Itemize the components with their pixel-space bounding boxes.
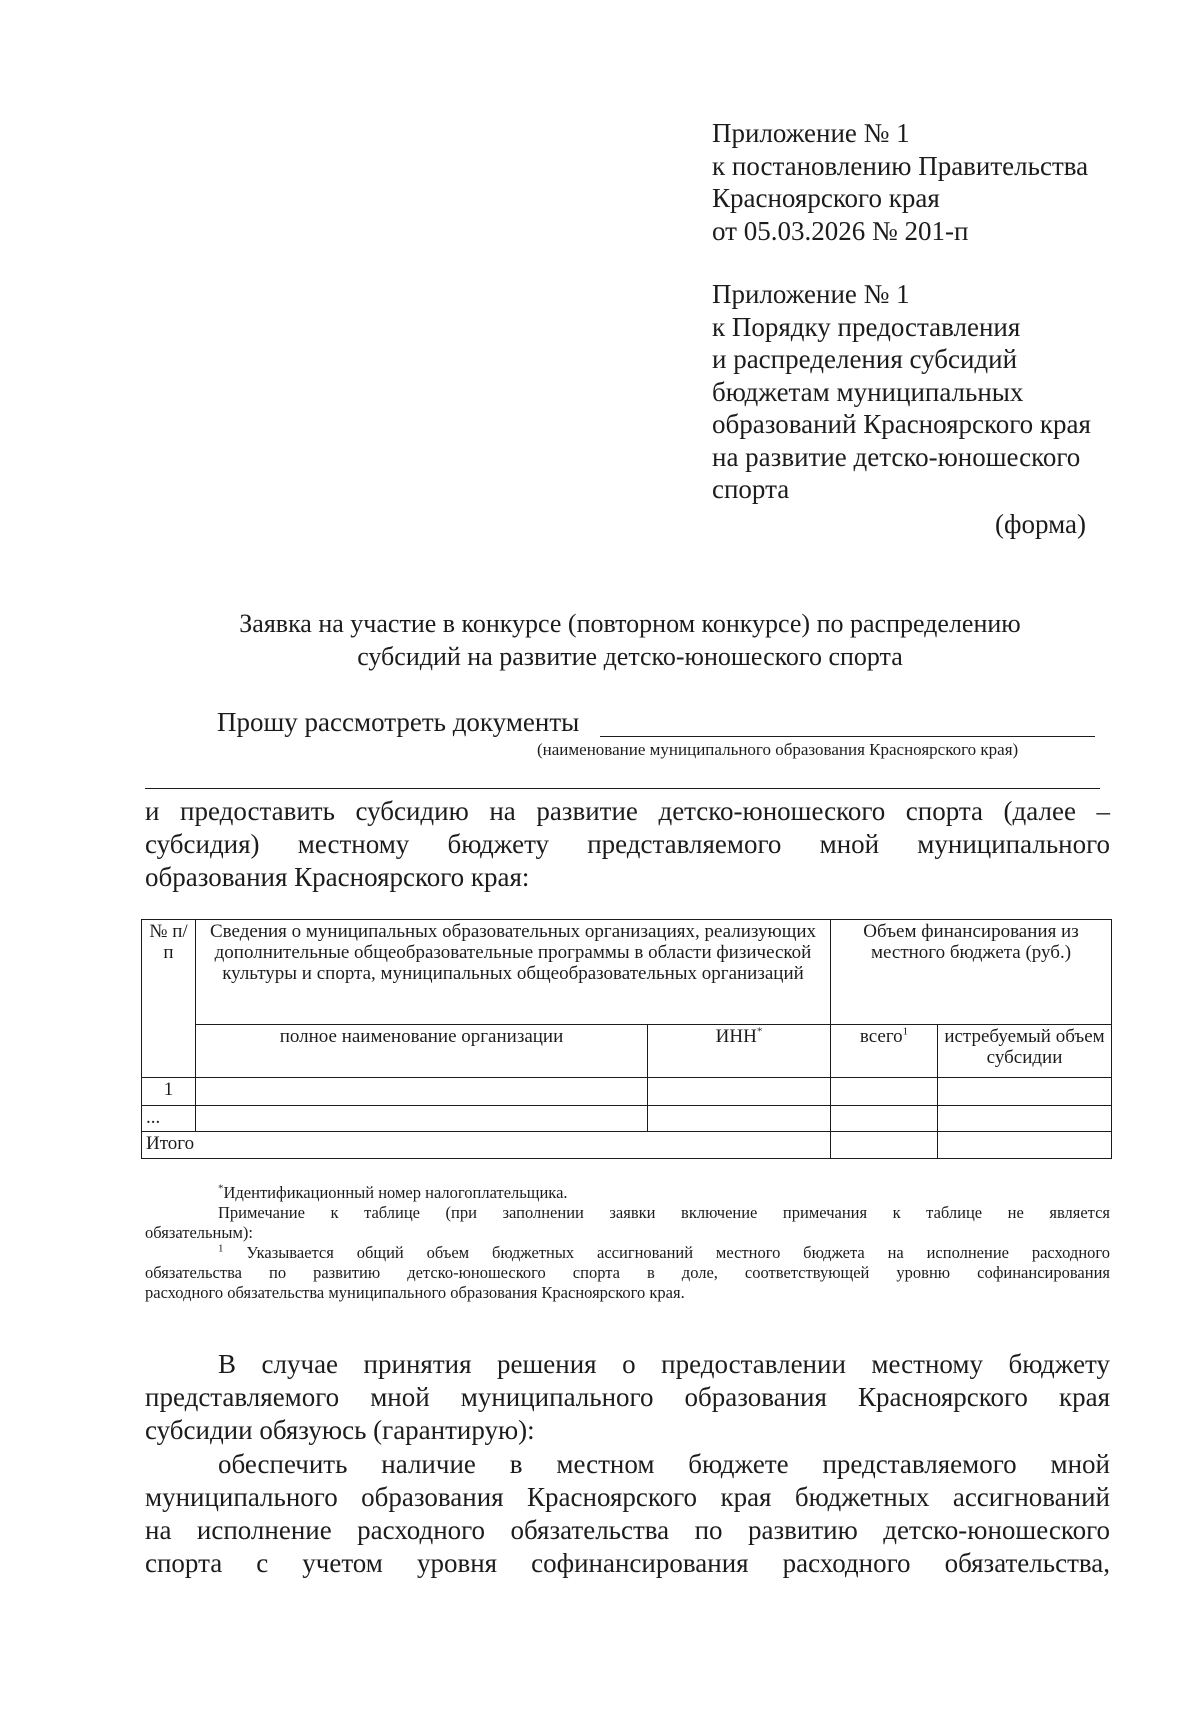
total-label: всего — [859, 1026, 903, 1047]
paragraph-line: представляемого мной муниципального образования Красноярского края — [145, 1382, 1110, 1412]
inn-note-mark: * — [218, 1182, 224, 1195]
col-organizations-header: Сведения о муниципальных образовательных организациях, реализующих дополнительные общеобразовательные программы в области физической культуры и спорта, муниципальных общеобразовательных организаций — [196, 920, 831, 1025]
organizations-table — [141, 919, 1112, 1159]
total-footnote-mark: 1 — [902, 1025, 909, 1038]
requested-cell[interactable] — [938, 1078, 1112, 1106]
col-total-header — [831, 1025, 938, 1078]
inn-label: ИНН — [715, 1026, 757, 1047]
header-line: к постановлению Правительства — [712, 150, 1089, 181]
footnote-text: Указывается общий объем бюджетных ассигнований местного бюджета на исполнение расходного — [246, 1243, 1111, 1262]
obligation-paragraph — [145, 1348, 1110, 1447]
col-number-header: № п/п — [142, 920, 196, 1078]
inn-note-text: Идентификационный номер налогоплательщика. — [223, 1183, 568, 1202]
header-line: образований Красноярского края — [712, 409, 1091, 439]
footnote-line: обязательства по развитию детско-юношеского спорта в доле, соответствующей уровню софинансирования — [145, 1263, 1110, 1282]
table-total-row — [142, 1132, 1112, 1159]
org-name-cell[interactable] — [196, 1078, 648, 1106]
footnote-mark: 1 — [218, 1242, 224, 1255]
table-row — [142, 1106, 1112, 1132]
paragraph-line: на исполнение расходного обязательства по развитию детско-юношеского — [145, 1515, 1110, 1545]
form-label: (форма) — [995, 509, 1086, 539]
title-line: субсидий на развитие детско-юношеского спорта — [357, 642, 903, 671]
total-cell[interactable] — [831, 1106, 938, 1132]
header-line: от 05.03.2026 № 201-п — [712, 215, 969, 246]
table-notes — [145, 1183, 1110, 1303]
document-title — [130, 607, 1130, 673]
header-line: Приложение № 1 — [712, 118, 910, 148]
paragraph-line: и предоставить субсидию на развитие детско-юношеского спорта (далее – — [145, 796, 1110, 826]
title-line: Заявка на участие в конкурсе (повторном конкурсе) по распределению — [239, 609, 1021, 638]
col-funding-header: Объем финансирования из местного бюджета (руб.) — [831, 920, 1112, 1025]
paragraph-line: муниципального образования Красноярского края бюджетных ассигнований — [145, 1482, 1110, 1512]
municipality-name-field-continued[interactable] — [145, 788, 1100, 789]
paragraph-line: спорта с учетом уровня софинансирования расходного обязательства, — [145, 1548, 1110, 1578]
row-number: ... — [142, 1106, 196, 1132]
row-number: 1 — [142, 1078, 196, 1106]
paragraph-line: субсидии обязуюсь (гарантирую): — [145, 1415, 535, 1445]
paragraph-line: В случае принятия решения о предоставлении местному бюджету — [218, 1349, 1110, 1379]
table-row — [142, 1078, 1112, 1106]
paragraph-line: субсидия) местному бюджету представляемого мной муниципального — [145, 829, 1110, 859]
table-note-line: обязательным): — [145, 1223, 253, 1242]
header-line: к Порядку предоставления — [712, 311, 1021, 342]
intro-paragraph — [145, 795, 1110, 894]
inn-note — [145, 1183, 1110, 1203]
total-sum-cell[interactable] — [831, 1132, 938, 1159]
inn-cell[interactable] — [648, 1078, 831, 1106]
header-line: и распределения субсидий — [712, 344, 1018, 374]
header-line: Приложение № 1 — [712, 279, 910, 309]
ensure-paragraph — [145, 1448, 1110, 1580]
total-cell[interactable] — [831, 1078, 938, 1106]
appendix-header-resolution — [712, 117, 1088, 247]
requested-sum-cell[interactable] — [938, 1132, 1112, 1159]
header-line: бюджетам муниципальных — [712, 376, 1024, 407]
total-row-label: Итого — [142, 1132, 831, 1159]
header-line: на развитие детско-юношеского — [712, 441, 1081, 472]
table-note-line: Примечание к таблице (при заполнении заявки включение примечания к таблице не является — [218, 1203, 1110, 1222]
appendix-header-procedure — [712, 278, 1091, 506]
inn-footnote-mark: * — [756, 1025, 763, 1038]
col-requested-header: истребуемый объем субсидии — [938, 1025, 1112, 1078]
footnote-line: расходного обязательства муниципального образования Красноярского края. — [145, 1283, 685, 1302]
municipality-caption: (наименование муниципального образования Красноярского края) — [537, 740, 1019, 759]
header-line: спорта — [712, 474, 790, 504]
header-line: Красноярского края — [712, 183, 940, 213]
org-name-cell[interactable] — [196, 1106, 648, 1132]
col-org-name-header: полное наименование организации — [196, 1025, 648, 1078]
municipality-name-field[interactable] — [600, 736, 1095, 737]
paragraph-line: образования Красноярского края: — [145, 862, 530, 892]
footnote-line — [145, 1243, 1110, 1263]
requested-cell[interactable] — [938, 1106, 1112, 1132]
inn-cell[interactable] — [648, 1106, 831, 1132]
request-text: Прошу рассмотреть документы — [217, 707, 580, 737]
paragraph-line: обеспечить наличие в местном бюджете представляемого мной — [218, 1449, 1110, 1479]
col-inn-header — [648, 1025, 831, 1078]
